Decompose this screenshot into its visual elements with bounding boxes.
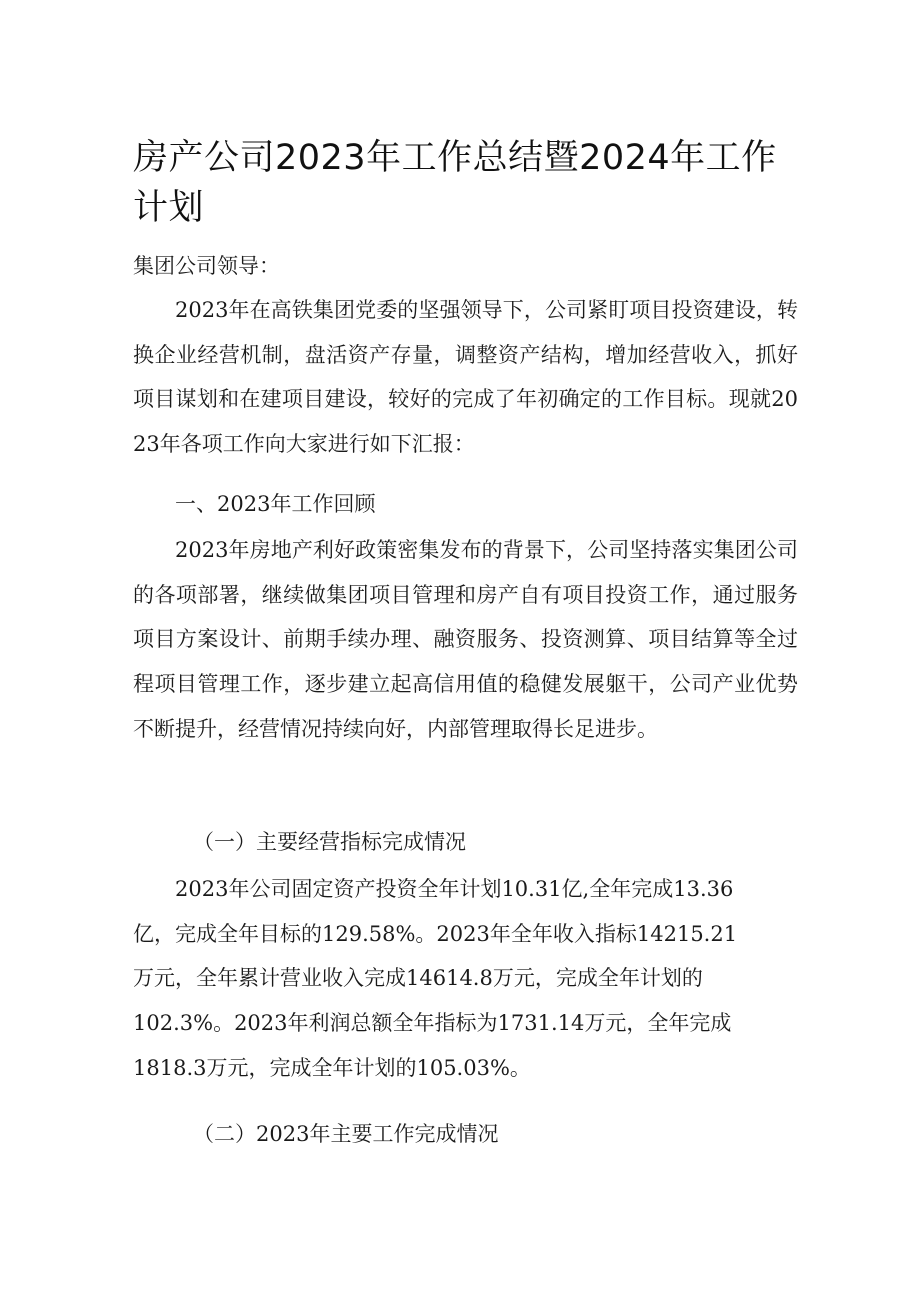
indicators-line: 万元，全年累计营业收入完成14614.8万元，完成全年计划的 xyxy=(133,966,703,991)
indicators-line: 1818.3万元，完成全年计划的105.03%。 xyxy=(133,1055,531,1080)
indicators-line: 102.3%。2023年利润总额全年指标为1731.14万元，全年完成 xyxy=(133,1011,732,1036)
subsection-heading-work: （二）2023年主要工作完成情况 xyxy=(193,1122,499,1146)
salutation: 集团公司领导： xyxy=(133,254,280,278)
review-paragraph: 2023年房地产利好政策密集发布的背景下，公司坚持落实集团公司的各项部署，继续做集团项目管理和房产自有项目投资工作，通过服务项目方案设计、前期手续办理、融资服务、投资测算、项目结算等全过程项目管理工作，逐步建立起高信用值的稳健发展躯干，公司产业优势不断提升，经营情况持续向好，内部管理取得长足进步。 xyxy=(133,538,798,741)
intro-paragraph: 2023年在高铁集团党委的坚强领导下，公司紧盯项目投资建设，转换企业经营机制，盘活资产存量，调整资产结构，增加经营收入，抓好项目谋划和在建项目建设，较好的完成了年初确定的工作目标。现就2023年各项工作向大家进行如下汇报： xyxy=(133,298,798,457)
document-title: 房产公司2023年工作总结暨2024年工作计划 xyxy=(133,138,777,228)
subsection-heading-indicators: （一）主要经营指标完成情况 xyxy=(193,830,466,854)
indicators-line: 2023年公司固定资产投资全年计划10.31亿,全年完成13.36 xyxy=(175,877,734,901)
indicators-paragraph xyxy=(133,867,798,1091)
indicators-line: 亿，完成全年目标的129.58%。2023年全年收入指标14215.21 xyxy=(133,921,738,946)
section-heading-review: 一、2023年工作回顾 xyxy=(175,492,376,516)
